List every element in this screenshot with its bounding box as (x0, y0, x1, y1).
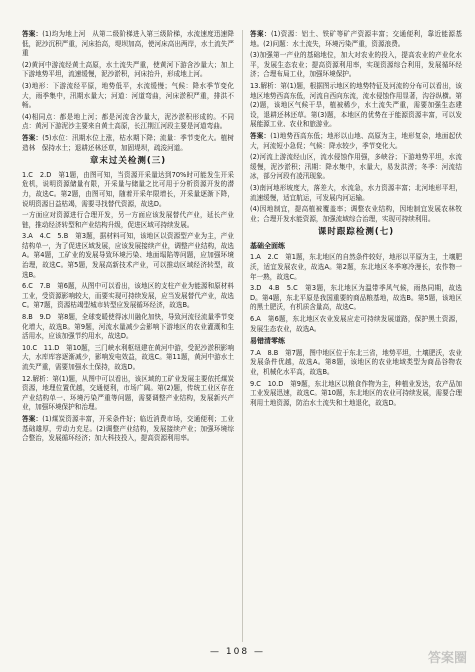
block-text: 1.C 2.D 第1题，由图可知，当资源开采量达到70%时可能发生开采危机，说明资源储量有限，开采量与储量之比可用于分析资源开发的潜力，故选C。第2题，由图可知，随着开采年限增长，开采量逐渐下降，说明资源日益枯竭，需要寻找替代资源，故选D。 (22, 170, 234, 208)
section-title: 课时跟踪检测(七) (317, 227, 395, 238)
text-block (250, 349, 462, 378)
block-text: (4)因地制宜，提高植被覆盖率；调整农业结构，因地制宜发展农林牧业；合理开发水能资源，加强流域综合治理，实现可持续利用。 (250, 205, 462, 223)
text-block (250, 380, 462, 409)
text-block (250, 51, 462, 80)
left-column (22, 30, 234, 446)
answer-label: 答案： (22, 414, 43, 423)
sub-heading: 基础全面练 (250, 241, 285, 250)
page-content (22, 30, 462, 642)
text-block (22, 61, 234, 80)
block-text: 12.解析：第(1)题，从图中可以看出，该区域的工矿业发展主要依托煤炭资源，地理位置优越，交通便利，市场广阔。第(2)题，传统工业区存在产业结构单一、环境污染严重等问题，需要调整产业结构，发展新兴产业，加强环境保护和治理。 (22, 374, 234, 412)
text-block (250, 184, 462, 203)
block-text: 8.B 9.D 第8题，全球变暖使得冰川融化加快，导致河流径流量季节变化增大，故选B。第9题，河流水量减少会影响下游地区的农业灌溉和生活用水，应该加强节约用水，故选D。 (22, 313, 234, 341)
block-text: 3.D 4.B 5.C 第3题，东北地区为温带季风气候，雨热同期，故选D。第4题，东北平原是我国重要的商品粮基地，故选B。第5题，该地区的黑土肥沃，有机质含量高，故选C。 (250, 284, 462, 312)
block-text: 6.C 7.B 第6题，从图中可以看出，该地区的支柱产业为能源和原材料工业，受资源影响较大，而要实现可持续发展，应当发展替代产业，故选C。第7题，资源枯竭型城市转型应发展循环经济，故选B。 (22, 282, 234, 310)
text-block (22, 375, 234, 413)
answer-label: 答案： (250, 30, 271, 38)
block-text: (3)南河地形坡度大，落差大，水流急，水力资源丰富；北河地形平坦，流速缓慢，适宜航运，可发展内河运输。 (250, 183, 462, 202)
text-block (22, 232, 234, 280)
block-text: 6.A 第6题，东北地区农业发展应走可持续发展道路，保护黑土资源，发展生态农业，故选A。 (250, 315, 462, 333)
block-text: (4)相同点：都是地上河；都是河流含沙量大，泥沙淤积形成的。不同点：黄河下游泥沙主要来自黄土高原，长江荆江河段主要是河道弯曲。 (22, 112, 234, 131)
answer-block (250, 30, 462, 49)
block-text: 3.A 4.C 5.B 第3题，据材料可知，该地区以资源型产业为主，产业结构单一，为了促进区域发展，应该发展接续产业，调整产业结构，故选A。第4题，工矿业的发展导致环境污染、地面塌陷等问题，应加强环境治理，故选C。第5题，发展高新技术产业，可以推动区域经济转型，故选B。 (22, 232, 234, 279)
block-text: (1)煤炭资源丰富，开采条件好；临近消费市场，交通便利；工业基础雄厚，劳动力充足。(2)调整产业结构，发展接续产业；加强环境综合整治，发展循环经济；加大科技投入，提高资源利用率。 (22, 414, 234, 443)
text-block (250, 205, 462, 224)
answer-label: 答案： (22, 30, 43, 38)
text-block (22, 171, 234, 209)
answer-block (22, 134, 234, 153)
answer-label: 答案： (250, 131, 271, 140)
block-text: (1)均为地上河 从第二级阶梯进入第三级阶梯，水流速度迅速降低，泥沙沉积严重，河床抬高，堤坝加高，使河床高出两岸，水土流失严重 (22, 30, 234, 58)
block-text: 13.解析：第(1)题，根据图示地区的地势特征及河流的分布可以看出，该地区地势西高东低，河流自西向东流，流水侵蚀作用显著，沟谷纵横。第(2)题，该地区气候干旱，植被稀少，水土流失严重，需要加强生态建设，退耕还林还草。第(3)题，本地区的优势在于能源资源丰富，可以发展能源工业、农业和旅游业。 (250, 81, 462, 129)
answer-block (250, 132, 462, 151)
section-title: 章末过关检测(三) (89, 156, 167, 167)
block-text: 10.C 11.D 第10题，三门峡水利枢纽建在黄河中游，受泥沙淤积影响大，水库库容逐渐减少，影响发电效益，故选C。第11题，黄河中游水土流失严重，需要加强水土保持，故选D。 (22, 343, 234, 371)
right-column (250, 30, 462, 410)
block-text: (1)资源：铝土、铁矿等矿产资源丰富；交通便利，靠近能源基地。(2)问题：水土流失，环境污染严重，资源浪费。 (250, 30, 462, 48)
block-text: 7.A 8.B 第7题，图中地区位于东北三省，地势平坦，土壤肥沃，农业发展条件优越，故选A。第8题，该地区的农业地域类型为商品谷物农业，机械化水平高，故选B。 (250, 348, 462, 376)
text-block (22, 282, 234, 311)
text-block (250, 82, 462, 130)
text-block (22, 211, 234, 230)
page-number: — 108 — (210, 647, 265, 657)
column-divider (242, 30, 243, 642)
block-text: (2)河流上游流经山区，流水侵蚀作用强，多峡谷；下游地势平坦，水流缓慢，泥沙淤积；汛期：降水集中，水量大，易发洪涝；冬季：河流结冰，部分河段有凌汛现象。 (250, 153, 462, 181)
text-block (22, 344, 234, 373)
watermark-logo: 答案圈 (427, 651, 467, 666)
answer-label: 答案： (22, 133, 43, 142)
text-block (22, 82, 234, 111)
sub-heading: 易错清零练 (250, 337, 285, 346)
text-block (250, 315, 462, 334)
answer-block (22, 30, 234, 59)
text-block (250, 253, 462, 282)
block-text: 一方面应对资源进行合理开发，另一方面应该发展替代产业，延长产业链，推动经济转型和产业结构升级，促进区域可持续发展。 (22, 211, 234, 229)
block-text: (3)地形：下游流经平原，地势低平，水流缓慢；气候：降水季节变化大，雨季集中，汛期水量大；河道：河道弯曲，河床淤积严重，排洪不畅。 (22, 81, 234, 110)
block-text: (2)黄河中游流经黄土高原，水土流失严重，使黄河下游含沙量大；加上下游地势平坦，流速缓慢，泥沙淤积，河床抬升，形成地上河。 (22, 60, 234, 79)
text-block (250, 284, 462, 313)
block-text: (3)加强第一产业的基础地位，加大对农业的投入，提高农业的产业化水平，发展生态农业；提高资源利用率，实现资源综合利用，发展循环经济；合理布局工业，加强环境保护。 (250, 51, 462, 79)
answer-block (22, 415, 234, 444)
text-block (22, 313, 234, 342)
text-block (250, 153, 462, 182)
block-text: (5)水位：汛期水位上涨，枯水期下降；流量：季节变化大。植树造林 保持水土；退耕还林还草，加固堤坝，疏浚河道。 (22, 133, 234, 152)
block-text: (1)地势西高东低；地形以山地、高原为主，地形复杂，地面起伏大，河流短小急促；气候：降水较少，季节变化大。 (250, 131, 462, 150)
block-text: 1.A 2.C 第1题，东北地区的自然条件较好，地形以平原为主，土壤肥沃，适宜发展农业，故选A。第2题，东北地区冬季寒冷漫长，农作物一年一熟，故选C。 (250, 253, 462, 281)
block-text: 9.C 10.D 第9题，东北地区以粮食作物为主，种植业发达，农产品加工业发展迅速，故选C。第10题，东北地区的农业可持续发展，需要合理利用土地资源，防治水土流失和土地退化，故选D。 (250, 379, 462, 407)
text-block (22, 113, 234, 132)
